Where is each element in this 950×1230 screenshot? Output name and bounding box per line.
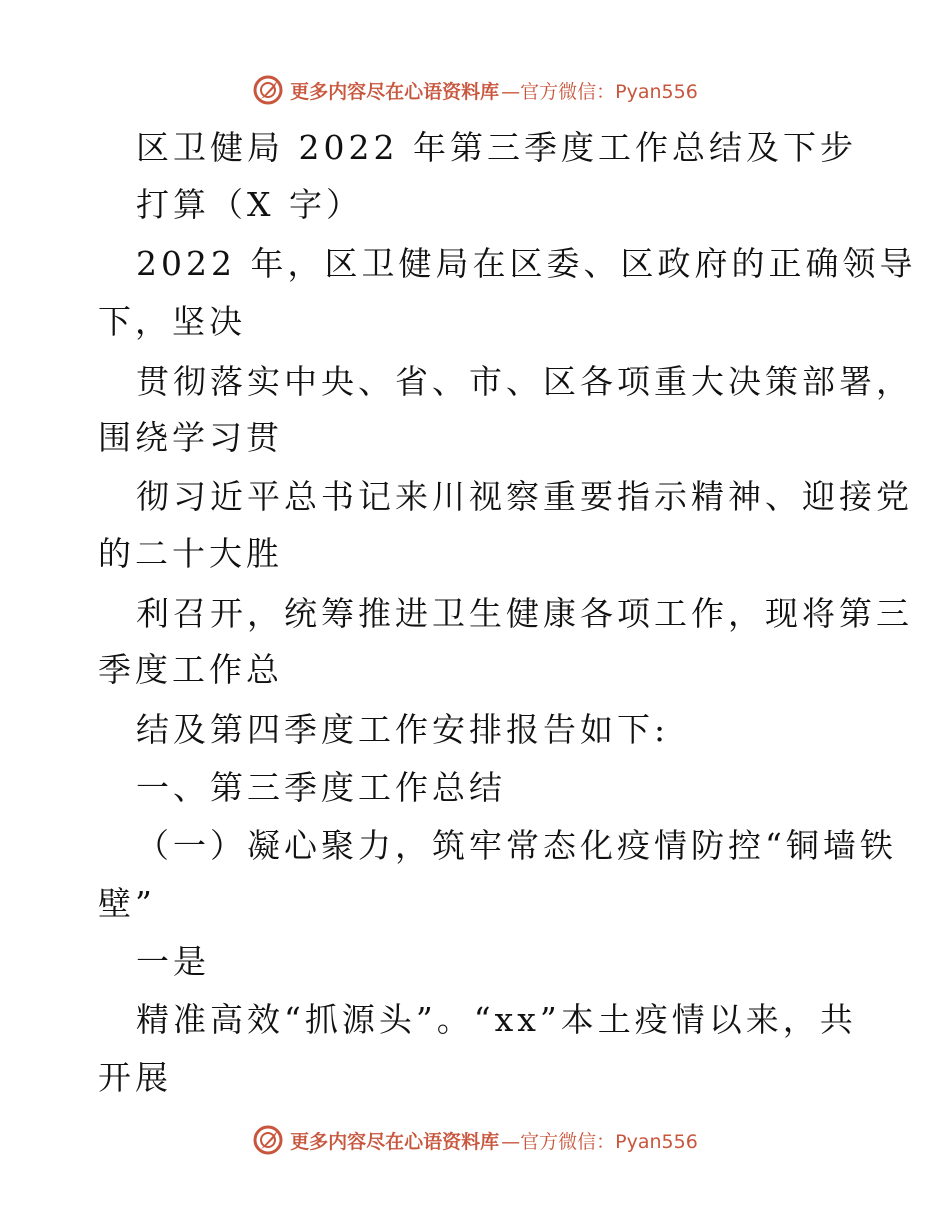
title-line-2: 打算（X 字） [136,185,363,224]
quill-seal-logo-icon [252,74,284,106]
paragraph-line: 精准高效“抓源头”。“xx”本土疫情以来，共 [136,1000,857,1039]
watermark-brand-text: 更多内容尽在心语资料库 [290,1130,500,1153]
watermark-brand-text: 更多内容尽在心语资料库 [290,80,500,103]
paragraph-line: 围绕学习贯 [98,418,283,457]
paragraph-line: 2022 年，区卫健局在区委、区政府的正确领导 [136,244,917,283]
paragraph-line: 利召开，统筹推进卫生健康各项工作，现将第三 [136,594,913,633]
paragraph-line: 季度工作总 [98,650,283,689]
paragraph-line: 一是 [136,942,210,981]
section-heading: 一、第三季度工作总结 [136,768,506,807]
subsection-heading-continued: 壁” [98,884,156,923]
paragraph-line: 贯彻落实中央、省、市、区各项重大决策部署， [136,362,913,401]
subsection-heading: （一）凝心聚力，筑牢常态化疫情防控“铜墙铁 [136,826,897,865]
title-line-1: 区卫健局 2022 年第三季度工作总结及下步 [136,128,857,167]
paragraph-line: 结及第四季度工作安排报告如下: [136,710,670,749]
quill-seal-logo-icon [252,1124,284,1156]
footer-watermark-banner [0,1120,950,1160]
paragraph-line: 开展 [98,1058,172,1097]
paragraph-line: 彻习近平总书记来川视察重要指示精神、迎接党 [136,477,913,516]
paragraph-line: 下，坚决 [98,302,246,341]
header-watermark-banner [0,70,950,110]
watermark-contact-text: —官方微信：Pyan556 [501,1130,698,1153]
paragraph-line: 的二十大胜 [98,534,283,573]
watermark-contact-text: —官方微信：Pyan556 [501,80,698,103]
